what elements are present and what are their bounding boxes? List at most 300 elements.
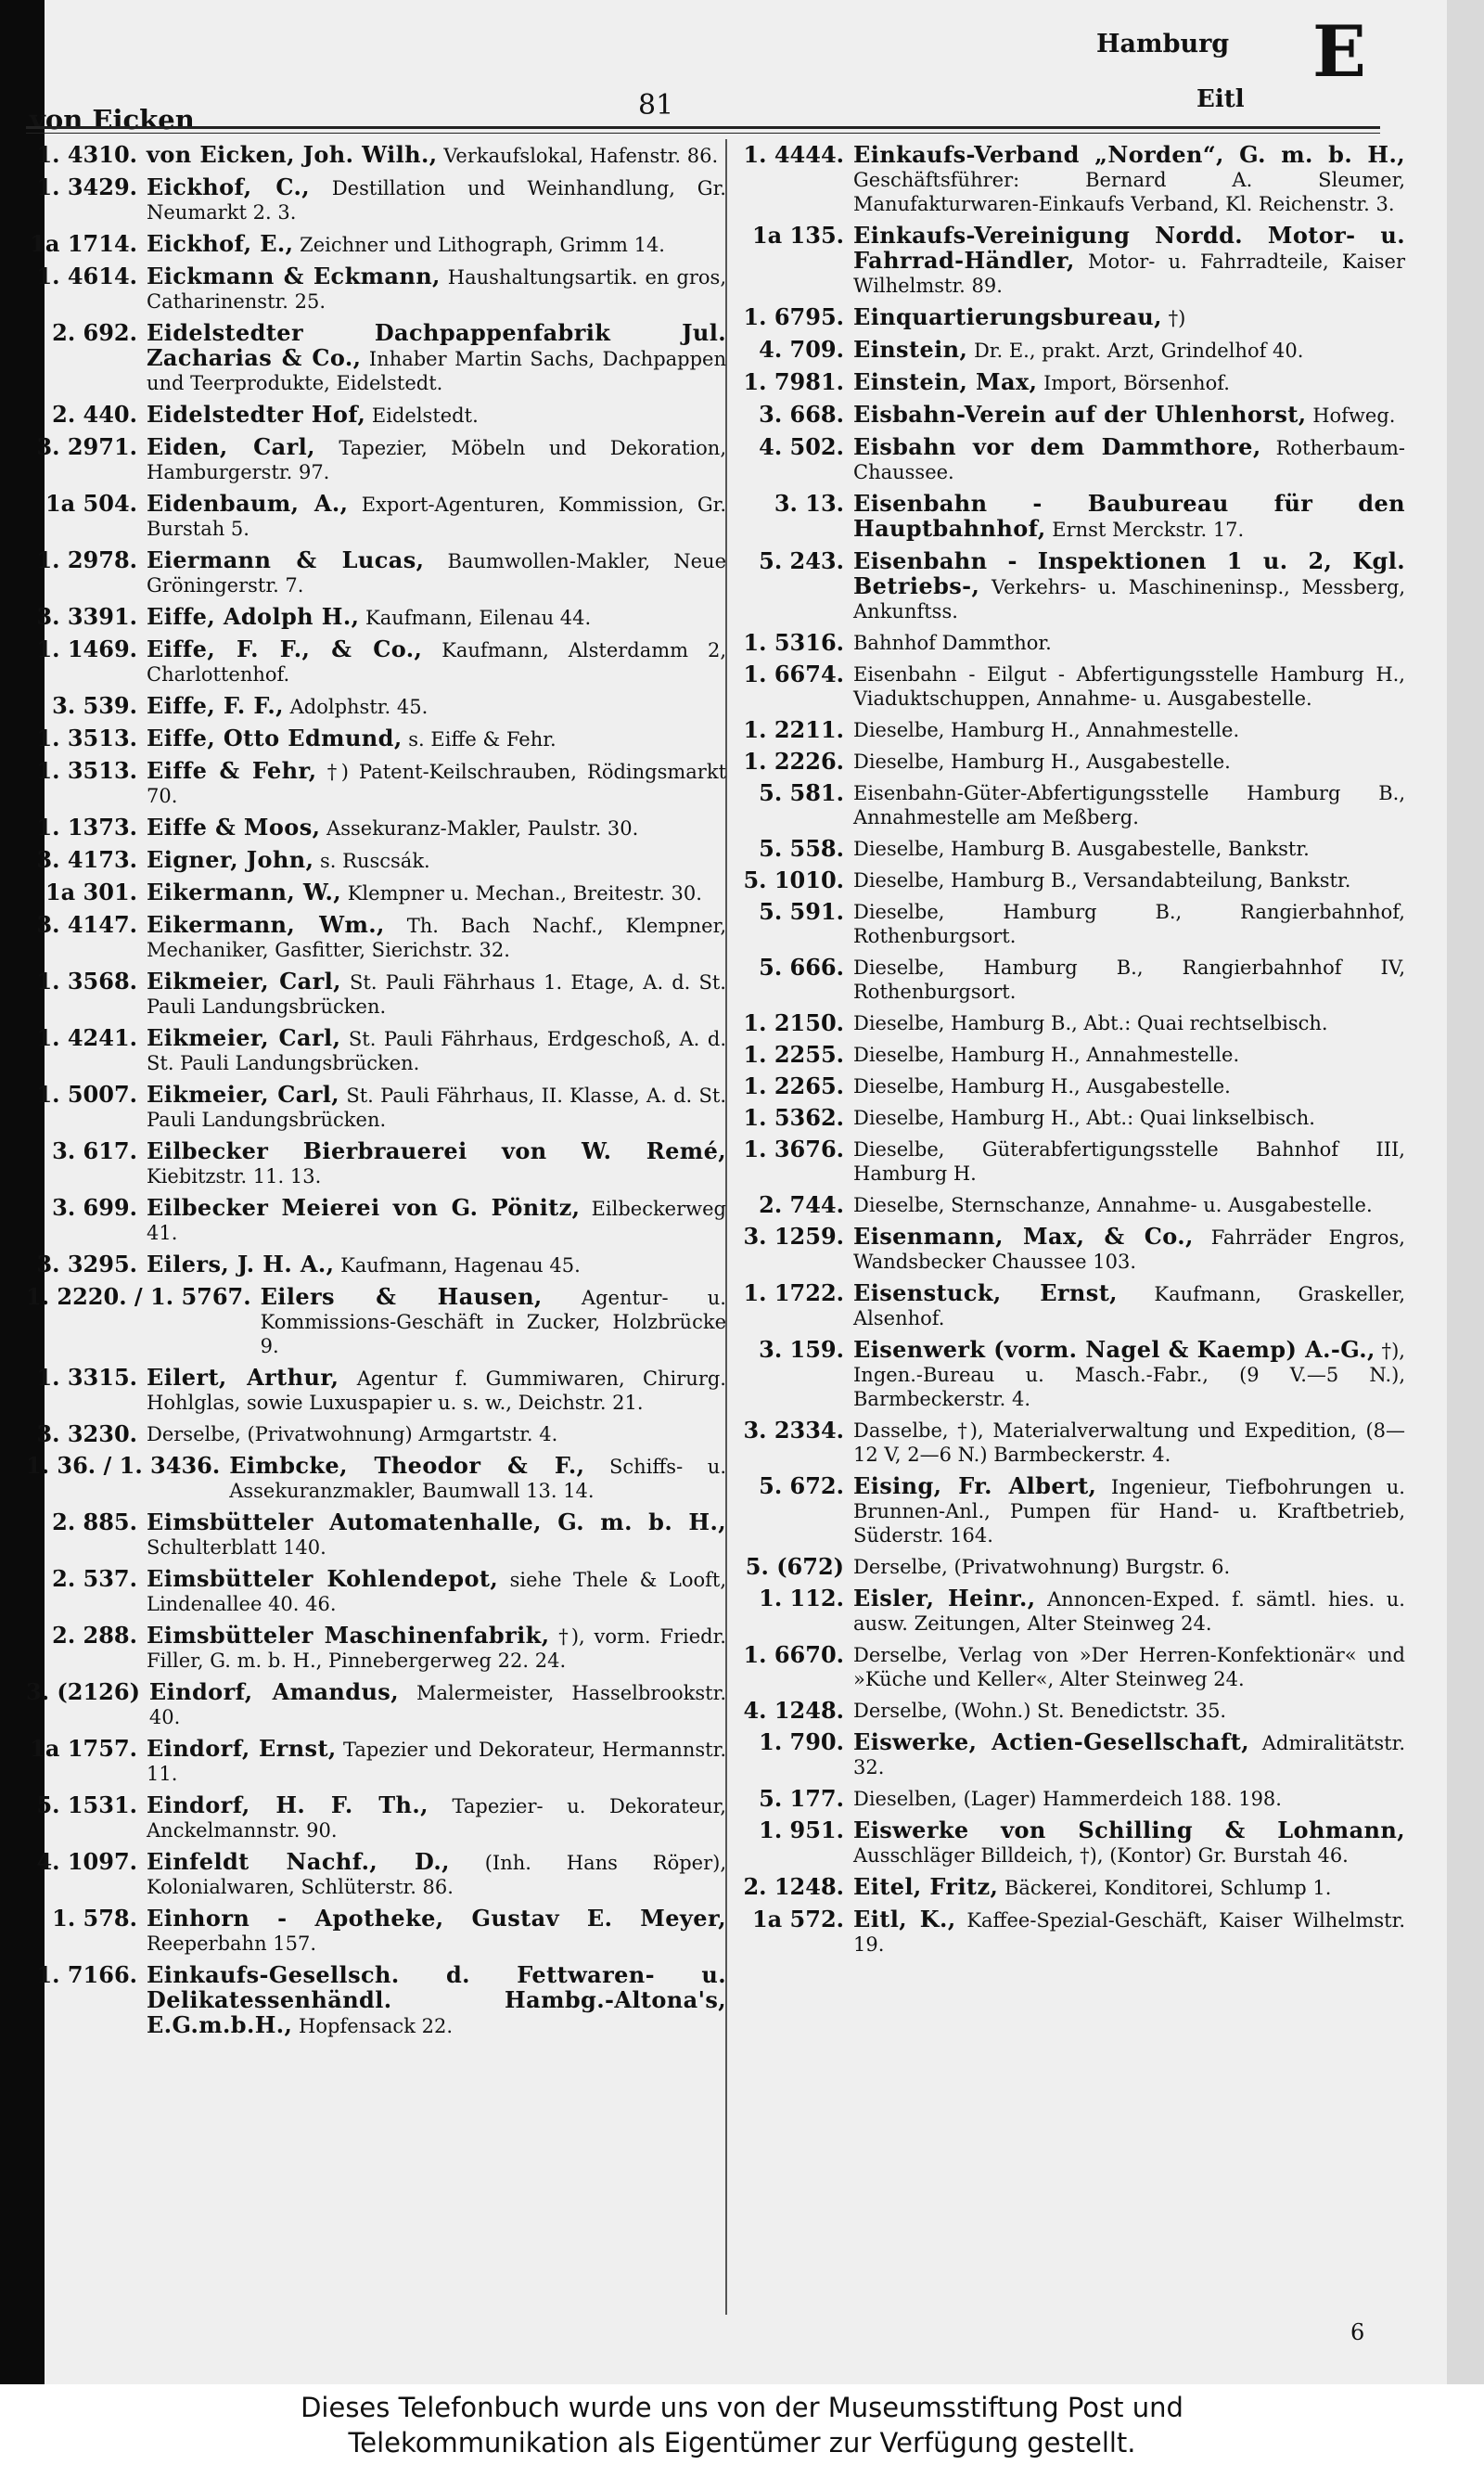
entry-details: Tapezier und Dekorateur, Hermannstr. 11. xyxy=(147,1739,726,1785)
entry-details: (Privatwohnung) Armgartstr. 4. xyxy=(247,1423,558,1445)
subscriber-name: Eilers, J. H. A., xyxy=(147,1251,335,1277)
phone-number: 1a 301. xyxy=(45,879,137,905)
directory-entry xyxy=(733,1137,1405,1186)
entry-details: Kaffee-Spezial-Geschäft, Kaiser Wilhelmstr. 19. xyxy=(853,1909,1405,1956)
phone-number: 3. 1259. xyxy=(743,1223,844,1250)
subscriber-name: Eiffe, F. F., & Co., xyxy=(147,636,423,662)
phone-number: 2. 537. xyxy=(52,1565,137,1592)
subscriber-name: Eisenbahn-Güter-Abfertigungsstelle xyxy=(853,782,1209,804)
entry-body xyxy=(147,759,726,808)
directory-entry xyxy=(26,726,726,751)
phone-number: 1. 2150. xyxy=(743,1009,844,1036)
subscriber-name: Eisbahn-Verein auf der Uhlenhorst, xyxy=(853,401,1307,428)
entry-body xyxy=(853,837,1405,861)
entry-body xyxy=(853,1787,1405,1811)
phone-number: 5. (672) xyxy=(745,1553,844,1580)
entry-body xyxy=(853,1699,1405,1723)
phone-number: 1. 2220. / 1. 5767. xyxy=(26,1283,251,1310)
directory-entry xyxy=(733,1474,1405,1547)
directory-entry xyxy=(26,1422,726,1446)
phone-number: 1. 6795. xyxy=(743,303,844,330)
entry-details: Verkaufslokal, Hafenstr. 86. xyxy=(443,145,719,167)
entry-body xyxy=(147,264,726,314)
entry-body xyxy=(853,750,1405,774)
directory-entry xyxy=(26,637,726,687)
entry-details: Güterabfertigungsstelle Bahnhof III, Hamburg H. xyxy=(853,1138,1405,1185)
directory-entry xyxy=(733,224,1405,298)
entry-details: †) Patent-Keilschrauben, Rödingsmarkt 70. xyxy=(147,761,727,807)
entry-details: Kaufmann, Alsterdamm 2, Charlottenhof. xyxy=(147,639,726,686)
directory-entry xyxy=(733,1699,1405,1723)
entry-details: Import, Börsenhof. xyxy=(1043,372,1230,394)
phone-number: 1. 2211. xyxy=(743,716,844,743)
directory-entry xyxy=(733,1787,1405,1811)
entry-body xyxy=(147,175,726,225)
entry-body xyxy=(853,1818,1405,1868)
directory-entry xyxy=(26,175,726,225)
subscriber-name: Eidelstedter Dachpappenfabrik Jul. Zacharias & Co., xyxy=(147,319,726,371)
directory-entry xyxy=(733,370,1405,395)
entry-body xyxy=(853,1907,1405,1957)
entry-details: Adolphstr. 45. xyxy=(289,696,429,718)
subscriber-name: Eimsbütteler Maschinenfabrik, xyxy=(147,1622,550,1649)
subscriber-name: Eiermann & Lucas, xyxy=(147,546,425,573)
running-head-right: Eitl xyxy=(1196,85,1245,113)
phone-number: 3. 668. xyxy=(759,401,844,428)
entry-body xyxy=(147,1850,726,1899)
subscriber-name: Dieselbe, xyxy=(853,1107,945,1129)
directory-entry xyxy=(26,880,726,905)
entry-details: Schiffs- u. Assekuranzmakler, Baumwall 13. 14. xyxy=(229,1456,726,1502)
phone-number: 1. 3315. xyxy=(36,1364,137,1391)
directory-entry xyxy=(733,750,1405,774)
directory-entry xyxy=(26,321,726,395)
subscriber-name: Einkaufs-Vereinigung Nordd. Motor- u. Fahrrad-Händler, xyxy=(853,222,1405,274)
subscriber-name: Dieselbe, xyxy=(853,1138,945,1161)
phone-number: 1. 3513. xyxy=(36,757,137,784)
entry-details: Kaufmann, Eilenau 44. xyxy=(365,607,592,629)
entry-body xyxy=(147,1139,726,1188)
entry-body xyxy=(147,694,726,719)
subscriber-name: Einstein, Max, xyxy=(853,368,1038,395)
entry-details: Klempner u. Mechan., Breitestr. 30. xyxy=(347,882,702,905)
running-head-left: von Eicken xyxy=(30,104,195,135)
directory-entry xyxy=(26,1567,726,1616)
entry-body xyxy=(853,1106,1405,1130)
subscriber-name: Eisler, Heinr., xyxy=(853,1585,1036,1611)
directory-entry xyxy=(733,338,1405,363)
subscriber-name: Dieselbe, xyxy=(853,869,945,892)
phone-number: 1. 1469. xyxy=(36,636,137,662)
directory-entry xyxy=(26,492,726,541)
page-edge xyxy=(1447,0,1484,2384)
entry-details: †), Materialverwaltung und Expedition, (8—12 V, 2—6 N.) Barmbeckerstr. 4. xyxy=(853,1419,1405,1466)
entry-body xyxy=(853,435,1405,484)
phone-number: 3. 3230. xyxy=(36,1420,137,1447)
entry-details: St. Pauli Fährhaus, Erdgeschoß, A. d. St. Pauli Landungsbrücken. xyxy=(147,1028,727,1074)
entry-body xyxy=(853,492,1405,542)
subscriber-name: Eising, Fr. Albert, xyxy=(853,1472,1097,1499)
entry-body xyxy=(147,548,726,597)
entry-body xyxy=(853,1474,1405,1547)
subscriber-name: Eiffe & Fehr, xyxy=(147,757,317,784)
directory-entry xyxy=(733,1011,1405,1035)
phone-number: 3. 13. xyxy=(774,490,844,517)
entry-body xyxy=(147,1907,726,1956)
subscriber-name: Eilbecker Bierbrauerei von W. Remé, xyxy=(147,1137,726,1164)
entry-details: Hofweg. xyxy=(1312,404,1396,427)
directory-entry xyxy=(733,631,1405,655)
entry-details: Haushaltungsartik. en gros, Catharinenstr. 25. xyxy=(147,266,726,313)
phone-number: 3. 4173. xyxy=(36,846,137,873)
phone-number: 1. 7981. xyxy=(743,368,844,395)
phone-number: 1. 1722. xyxy=(743,1279,844,1306)
phone-number: 1. 5362. xyxy=(743,1104,844,1131)
directory-entry xyxy=(26,1252,726,1277)
directory-entry xyxy=(26,848,726,873)
directory-entry xyxy=(26,1454,726,1503)
entry-details: Eilbeckerweg 41. xyxy=(147,1198,726,1244)
entry-body xyxy=(853,224,1405,298)
subscriber-name: Eiffe, Adolph H., xyxy=(147,603,360,630)
subscriber-name: Eisenmann, Max, & Co., xyxy=(853,1223,1194,1250)
entry-details: Hamburg B., Versandabteilung, Bankstr. xyxy=(951,869,1351,892)
entry-body xyxy=(261,1285,726,1358)
entry-details: St. Pauli Fährhaus 1. Etage, A. d. St. Pauli Landungsbrücken. xyxy=(147,971,726,1018)
directory-entry xyxy=(26,435,726,484)
phone-number: 3. 2334. xyxy=(743,1417,844,1444)
left-column xyxy=(26,143,726,2046)
entry-body xyxy=(147,969,726,1019)
phone-number: 5. 177. xyxy=(759,1785,844,1812)
subscriber-name: Eilers & Hausen, xyxy=(260,1283,543,1310)
subscriber-name: Eimsbütteler Kohlendepot, xyxy=(147,1565,499,1592)
directory-entry xyxy=(26,1624,726,1673)
subscriber-name: Derselbe, xyxy=(853,1556,948,1578)
phone-number: 5. 591. xyxy=(759,898,844,925)
directory-entry xyxy=(26,232,726,257)
entry-body xyxy=(147,1624,726,1673)
directory-entry xyxy=(733,1555,1405,1579)
phone-number: 1a 504. xyxy=(45,490,137,517)
directory-entry xyxy=(733,1225,1405,1274)
subscriber-name: Dieselbe, xyxy=(853,838,945,860)
directory-entry xyxy=(733,1043,1405,1067)
subscriber-name: Derselbe, xyxy=(147,1423,241,1445)
footer-line-1: Dieses Telefonbuch wurde uns von der Museumsstiftung Post und xyxy=(301,2392,1183,2423)
directory-entry xyxy=(26,694,726,719)
phone-number: 1. 2265. xyxy=(743,1072,844,1099)
entry-details: †), vorm. Friedr. Filler, G. m. b. H., Pinnebergerweg 22. 24. xyxy=(147,1625,726,1672)
directory-entry xyxy=(26,1907,726,1956)
entry-details: Th. Bach Nachf., Klempner, Mechaniker, Gasfitter, Sierichstr. 32. xyxy=(147,915,727,961)
entry-body xyxy=(147,403,726,428)
entry-body xyxy=(853,1643,1405,1691)
signature-mark: 6 xyxy=(1350,2319,1365,2345)
entry-details: Ernst Merckstr. 17. xyxy=(1052,519,1245,541)
directory-entry xyxy=(26,143,726,168)
subscriber-name: Eisenwerk (vorm. Nagel & Kaemp) A.-G., xyxy=(853,1336,1375,1363)
entry-details: Eidelstedt. xyxy=(371,404,479,427)
entry-body xyxy=(147,637,726,687)
phone-number: 5. 558. xyxy=(759,835,844,862)
directory-entry xyxy=(26,1366,726,1415)
phone-number: 1a 572. xyxy=(751,1906,844,1932)
entry-details: †) xyxy=(1168,307,1186,329)
directory-entry xyxy=(26,605,726,630)
subscriber-name: von Eicken, Joh. Wilh., xyxy=(147,141,438,168)
entry-details: Schulterblatt 140. xyxy=(147,1536,326,1559)
entry-details: Hamburg H., Viaduktschuppen, Annahme- u. Ausgabestelle. xyxy=(853,663,1405,710)
subscriber-name: Einhorn - Apotheke, Gustav E. Meyer, xyxy=(147,1905,726,1932)
entry-details: Hopfensack 22. xyxy=(299,2015,453,2037)
directory-entry xyxy=(733,143,1405,216)
directory-entry xyxy=(26,548,726,597)
entry-details: Hamburg B., Rangierbahnhof IV, Rothenburgsort. xyxy=(853,956,1405,1003)
directory-entry xyxy=(733,718,1405,742)
entry-body xyxy=(853,143,1405,216)
subscriber-name: Eisenbahn - Baubureau für den Hauptbahnhof, xyxy=(853,490,1405,542)
phone-number: 2. 885. xyxy=(52,1509,137,1535)
phone-number: 5. 666. xyxy=(759,954,844,981)
directory-entry xyxy=(26,815,726,841)
entry-body xyxy=(853,1225,1405,1274)
entry-details: Hamburg H., Ausgabestelle. xyxy=(951,751,1231,773)
phone-number: 3. (2126) xyxy=(26,1678,140,1705)
phone-number: 5. 1531. xyxy=(36,1791,137,1818)
phone-number: 1. 2255. xyxy=(743,1041,844,1068)
entry-details: Hamburg H., Abt.: Quai linkselbisch. xyxy=(951,1107,1315,1129)
phone-number: 3. 539. xyxy=(52,692,137,719)
entry-body xyxy=(147,1737,726,1786)
entry-body xyxy=(147,1366,726,1415)
entry-body xyxy=(147,1252,726,1277)
entry-body xyxy=(147,435,726,484)
phone-number: 5. 581. xyxy=(759,779,844,806)
subscriber-name: Eisbahn vor dem Dammthore, xyxy=(853,433,1261,460)
directory-entry xyxy=(733,1106,1405,1130)
phone-number: 1. 3676. xyxy=(743,1136,844,1162)
phone-number: 5. 1010. xyxy=(743,867,844,893)
header-rule xyxy=(26,126,1380,129)
phone-number: 1. 5316. xyxy=(743,629,844,656)
directory-entry xyxy=(733,549,1405,623)
entry-details: Inhaber Martin Sachs, Dachpappen und Teerprodukte, Eidelstedt. xyxy=(147,348,726,394)
entry-details: Dr. E., prakt. Arzt, Grindelhof 40. xyxy=(973,340,1304,362)
entry-details: Kiebitzstr. 11. 13. xyxy=(147,1165,322,1188)
entry-body xyxy=(853,900,1405,948)
entry-body xyxy=(853,1281,1405,1330)
phone-number: 4. 1248. xyxy=(743,1697,844,1724)
subscriber-name: Eikmeier, Carl, xyxy=(147,1081,340,1108)
subscriber-name: Einkaufs-Verband „Norden“, G. m. b. H., xyxy=(853,141,1405,168)
entry-body xyxy=(147,1567,726,1616)
right-column xyxy=(733,143,1405,1964)
entry-body xyxy=(147,1510,726,1560)
entry-details: (Inh. Hans Röper), Kolonialwaren, Schlüterstr. 86. xyxy=(147,1852,726,1898)
subscriber-name: Dieselbe, xyxy=(853,956,945,979)
subscriber-name: Dieselbe, xyxy=(853,901,945,923)
entry-details: Verlag von »Der Herren-Konfektionär« und »Küche und Keller«, Alter Steinweg 24. xyxy=(853,1644,1405,1690)
entry-details: Ingenieur, Tiefbohrungen u. Brunnen-Anl., Pumpen für Hand- u. Kraftbetrieb, Süderstr. 164. xyxy=(853,1476,1405,1547)
entry-details: Bäckerei, Konditorei, Schlump 1. xyxy=(1004,1877,1332,1899)
phone-number: 3. 617. xyxy=(52,1137,137,1164)
subscriber-name: Eiden, Carl, xyxy=(147,433,315,460)
subscriber-name: Eindorf, H. F. Th., xyxy=(147,1791,429,1818)
entry-body xyxy=(853,662,1405,711)
entry-body xyxy=(853,370,1405,395)
phone-number: 3. 2971. xyxy=(36,433,137,460)
directory-entry xyxy=(26,1793,726,1842)
entry-details: Hamburg H., Ausgabestelle. xyxy=(951,1075,1231,1098)
directory-entry xyxy=(26,1737,726,1786)
directory-entry xyxy=(26,1196,726,1245)
header-rule-thin xyxy=(26,133,1380,134)
subscriber-name: Dieselbe, xyxy=(853,1044,945,1066)
entry-body xyxy=(853,1193,1405,1217)
subscriber-name: Eickhof, C., xyxy=(147,173,310,200)
phone-number: 1. 7166. xyxy=(36,1961,137,1988)
entry-details: (Wohn.) St. Benedictstr. 35. xyxy=(953,1700,1227,1722)
directory-entry xyxy=(733,1875,1405,1900)
entry-details: Agentur f. Gummiwaren, Chirurg. Hohlglas, sowie Luxuspapier u. s. w., Deichstr. 21. xyxy=(147,1367,726,1414)
directory-entry xyxy=(733,781,1405,829)
entry-body xyxy=(147,1196,726,1245)
phone-number: 4. 709. xyxy=(759,336,844,363)
phone-number: 1. 3429. xyxy=(36,173,137,200)
entry-body xyxy=(147,321,726,395)
subscriber-name: Dieselbe, xyxy=(853,1075,945,1098)
entry-body xyxy=(853,868,1405,892)
subscriber-name: Eindorf, Ernst, xyxy=(147,1735,337,1762)
entry-details: Hamburg H., Annahmestelle. xyxy=(951,1044,1240,1066)
subscriber-name: Eidelstedter Hof, xyxy=(147,401,366,428)
phone-number: 2. 288. xyxy=(52,1622,137,1649)
directory-entry xyxy=(733,305,1405,330)
subscriber-name: Eiswerke von Schilling & Lohmann, xyxy=(853,1817,1405,1843)
entry-body xyxy=(147,232,726,257)
directory-entry xyxy=(26,913,726,962)
subscriber-name: Eikmeier, Carl, xyxy=(147,1024,341,1051)
directory-entry xyxy=(26,1083,726,1132)
phone-number: 1a 135. xyxy=(751,222,844,249)
phone-number: 1a 1714. xyxy=(30,230,137,257)
subscriber-name: Eiswerke, Actien-Gesellschaft, xyxy=(853,1728,1249,1755)
directory-entry xyxy=(733,837,1405,861)
subscriber-name: Eickmann & Eckmann, xyxy=(147,263,441,289)
phone-number: 4. 1097. xyxy=(36,1848,137,1875)
entry-details: Kaufmann, Graskeller, Alsenhof. xyxy=(853,1283,1405,1329)
subscriber-name: Eidenbaum, A., xyxy=(147,490,349,517)
phone-number: 5. 243. xyxy=(759,547,844,574)
directory-entry xyxy=(733,492,1405,542)
directory-entry xyxy=(26,1680,726,1729)
entry-details: Kaufmann, Hagenau 45. xyxy=(340,1254,581,1277)
phone-number: 1. 36. / 1. 3436. xyxy=(26,1452,221,1479)
directory-entry xyxy=(26,759,726,808)
entry-body xyxy=(147,1963,726,2038)
subscriber-name: Eimbcke, Theodor & F., xyxy=(229,1452,585,1479)
page-number: 81 xyxy=(638,89,674,122)
entry-details: Assekuranz-Makler, Paulstr. 30. xyxy=(326,817,639,840)
entry-details: †), Ingen.-Bureau u. Masch.-Fabr., (9 V.—5 N.), Barmbeckerstr. 4. xyxy=(853,1340,1405,1410)
subscriber-name: Dieselben, xyxy=(853,1788,957,1810)
entry-body xyxy=(147,1026,726,1075)
entry-body xyxy=(853,1730,1405,1779)
directory-entry xyxy=(26,1285,726,1358)
entry-details: (Lager) Hammerdeich 188. 198. xyxy=(963,1788,1282,1810)
directory-entry xyxy=(26,1510,726,1560)
entry-body xyxy=(853,1338,1405,1411)
entry-details: Hamburg B. Ausgabestelle, Bankstr. xyxy=(951,838,1310,860)
subscriber-name: Eilbecker Meierei von G. Pönitz, xyxy=(147,1194,581,1221)
entry-body xyxy=(147,1793,726,1842)
entry-details: s. Ruscsák. xyxy=(320,850,430,872)
entry-body xyxy=(853,781,1405,829)
subscriber-name: Eickhof, E., xyxy=(147,230,294,257)
entry-details: Sternschanze, Annahme- u. Ausgabestelle. xyxy=(951,1194,1373,1216)
entry-body xyxy=(147,1422,726,1446)
entry-body xyxy=(853,718,1405,742)
entry-details: Hamburg B., Abt.: Quai rechtselbisch. xyxy=(951,1012,1328,1034)
footer-notice xyxy=(0,2384,1484,2465)
entry-body xyxy=(147,726,726,751)
entry-details: Export-Agenturen, Kommission, Gr. Burstah 5. xyxy=(147,494,726,540)
entry-body xyxy=(853,305,1405,330)
entry-body xyxy=(147,815,726,841)
entry-details: Fahrräder Engros, Wandsbecker Chaussee 103. xyxy=(853,1226,1405,1273)
entry-body xyxy=(147,848,726,873)
directory-entry xyxy=(733,900,1405,948)
entry-body xyxy=(853,549,1405,623)
subscriber-name: Eiffe, Otto Edmund, xyxy=(147,725,403,751)
entry-body xyxy=(149,1680,726,1729)
subscriber-name: Eitel, Fritz, xyxy=(853,1873,999,1900)
entry-details: Zeichner und Lithograph, Grimm 14. xyxy=(300,234,665,256)
directory-entry xyxy=(733,868,1405,892)
entry-details: Verkehrs- u. Maschineninsp., Messberg, Ankunftss. xyxy=(853,576,1405,623)
subscriber-name: Derselbe, xyxy=(853,1644,948,1666)
directory-entry xyxy=(733,662,1405,711)
entry-body xyxy=(853,1043,1405,1067)
entry-details: (Privatwohnung) Burgstr. 6. xyxy=(953,1556,1231,1578)
directory-entry xyxy=(26,1963,726,2038)
directory-entry xyxy=(733,1419,1405,1467)
phone-number: 2. 744. xyxy=(759,1191,844,1218)
subscriber-name: Dasselbe, xyxy=(853,1419,949,1442)
subscriber-name: Eilert, Arthur, xyxy=(147,1364,339,1391)
entry-details: Tapezier, Möbeln und Dekoration, Hamburgerstr. 97. xyxy=(147,437,726,483)
entry-body xyxy=(853,631,1405,655)
subscriber-name: Einquartierungsbureau, xyxy=(853,303,1162,330)
entry-body xyxy=(853,403,1405,428)
phone-number: 3. 159. xyxy=(759,1336,844,1363)
subscriber-name: Eikermann, Wm., xyxy=(147,911,385,938)
directory-entry xyxy=(733,1643,1405,1691)
entry-details: Hamburg H., Annahmestelle. xyxy=(951,719,1240,741)
phone-number: 1. 3568. xyxy=(36,968,137,995)
directory-entry xyxy=(733,1338,1405,1411)
directory-entry xyxy=(26,264,726,314)
subscriber-name: Eiffe, F. F., xyxy=(147,692,284,719)
subscriber-name: Dieselbe, xyxy=(853,1012,945,1034)
entry-body xyxy=(853,1555,1405,1579)
entry-details: Malermeister, Hasselbrookstr. 40. xyxy=(148,1682,726,1728)
entry-body xyxy=(147,143,726,168)
phone-number: 4. 502. xyxy=(759,433,844,460)
directory-entry xyxy=(733,403,1405,428)
entry-body xyxy=(147,913,726,962)
